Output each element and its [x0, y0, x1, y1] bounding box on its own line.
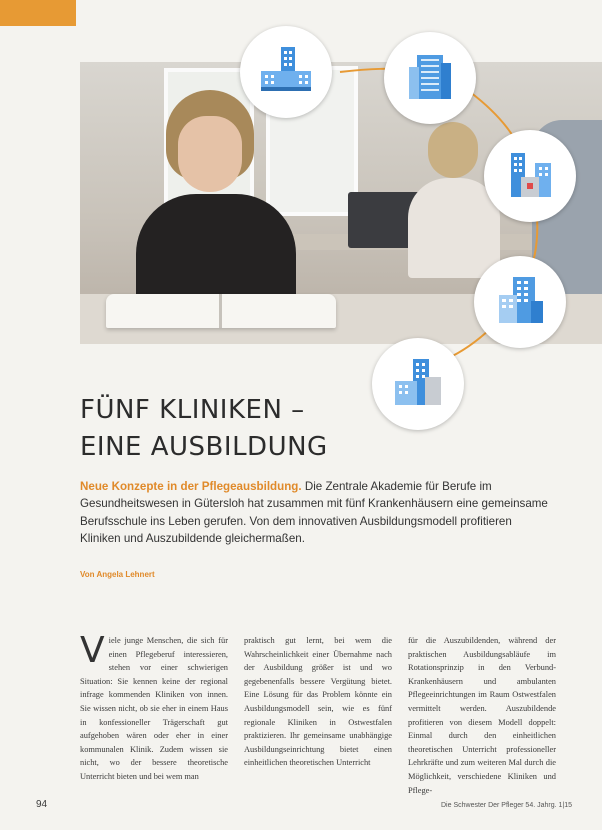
body-column-2: praktisch gut lernt, bei wem die Wahrscheinlichkeit einer Übernahme nach der Ausbildung größer ist und wo gegebenenfalls bessere Vergütung bietet. Eine Lösung für das Problem könnte ein Ausbildungsmodell sein, wie es fünf regionale Kliniken in Ostwestfalen praktizieren. Ihr gemeinsame unabhängige Ausbildungseinrichtung bietet einen einheitlichen theoretischen Unterricht [244, 636, 392, 768]
article-headline [80, 392, 440, 466]
hospital-block-icon [489, 271, 551, 333]
page-number: 94 [36, 799, 48, 810]
article-lead [80, 478, 550, 548]
lead-kicker: Neue Konzepte in der Pflegeausbildung. [80, 480, 302, 493]
magazine-footer: Die Schwester Der Pfleger 54. Jahrg. 1|15 [441, 802, 572, 809]
clinic-complex-icon [499, 145, 561, 207]
photo-student-reading [136, 90, 296, 300]
body-column-1-text: iele junge Menschen, die sich für einen Pflegeberuf interessieren, stehen vor einer schwierigen Situation: Sie kennen keine der regional infrage kommenden Kliniken von innen. Sie wissen nicht, ob sie eher in einem Haus in konfessioneller Trägerschaft gut aufgehoben wären oder eher in einer kommunalen Klinik. Zudem wissen sie nicht, wo der bessere theoretische Unterricht bieten und bei wem man [80, 636, 228, 781]
photo-open-book [106, 294, 336, 328]
clinic-circle-1 [240, 26, 332, 118]
body-column-3: für die Auszubildenden, während der praktischen Ausbildungsabläufe im Rotationsprinzip in den Verbund-Krankenhäusern und ambulanten Pflegeeinrichtungen im Raum Ostwestfalen vermittelt werden. Auszubildende profitieren von diesem Modell doppelt: Einmal durch den einheitlichen theoretischen Unterricht professioneller Lehrkräfte und zum weiteren Mal durch die Möglichkeit, verschiedene Kliniken und Pflege- [408, 636, 556, 795]
clinic-circle-4 [474, 256, 566, 348]
article-byline: Von Angela Lehnert [80, 570, 155, 579]
photo-person-background [402, 122, 502, 272]
clinic-circle-2 [384, 32, 476, 124]
rubric-tab [0, 0, 76, 26]
hospital-building-icon [255, 41, 317, 103]
body-column-1 [80, 630, 228, 804]
headline-line-1: FÜNF KLINIKEN – [80, 395, 305, 425]
article-body [80, 630, 556, 804]
lead-text: Die Zentrale Akademie für Berufe im Gesundheitswesen in Gütersloh hat zusammen mit fünf Krankenhäusern eine gemeinsame Berufsschule ins Leben gerufen. Von dem innovativen Ausbildungsmodell profitieren Kliniken und Auszubildende gleichermaßen. [80, 480, 548, 546]
headline-line-2: EINE AUSBILDUNG [80, 432, 328, 462]
office-tower-icon [399, 47, 461, 109]
clinic-circle-3 [484, 130, 576, 222]
drop-cap: V [80, 630, 105, 671]
